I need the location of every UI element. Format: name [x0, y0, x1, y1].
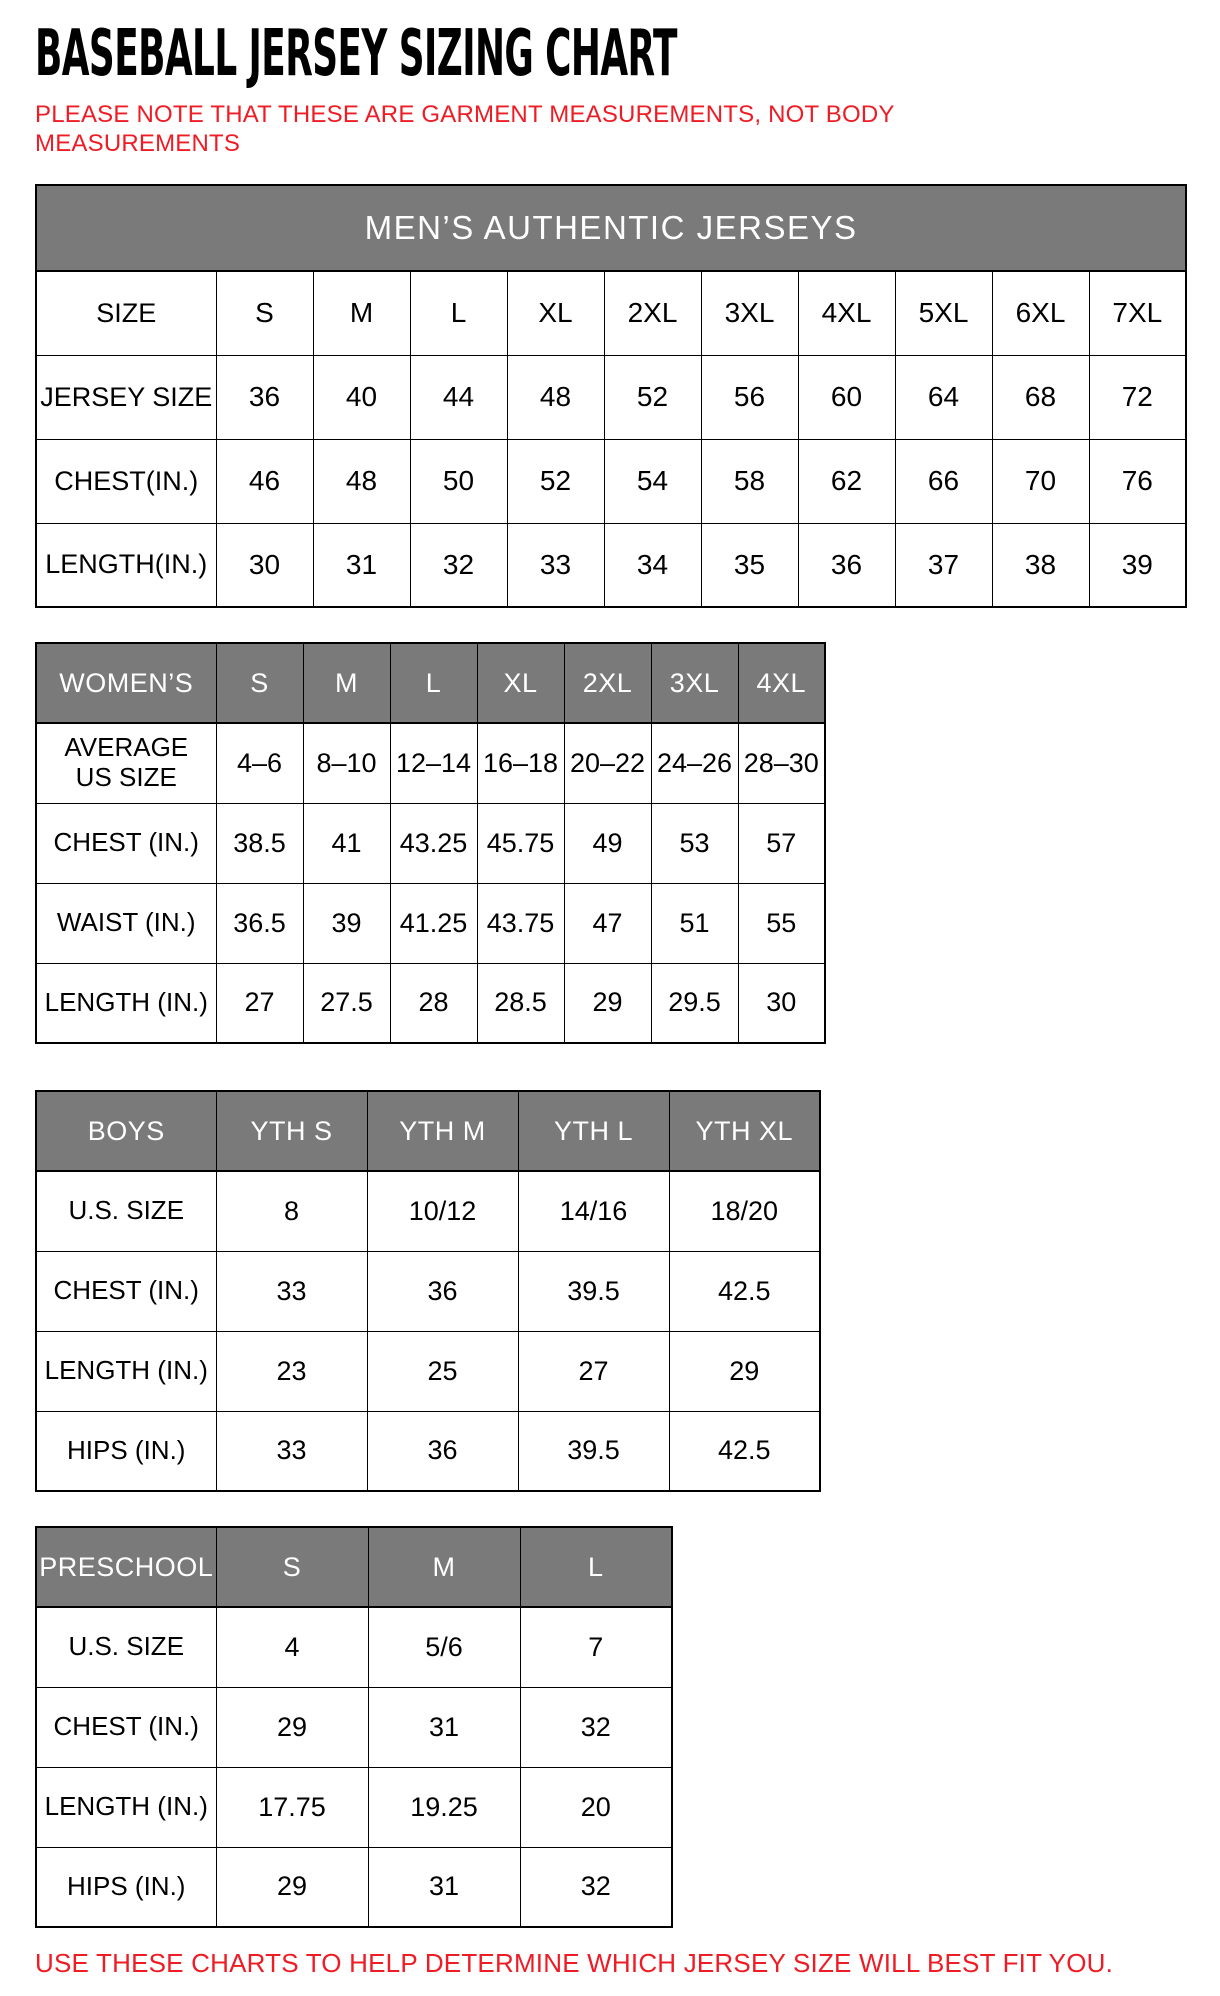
cell: 29 [669, 1331, 820, 1411]
row-label: LENGTH (IN.) [36, 963, 216, 1043]
cell: 12–14 [390, 723, 477, 803]
cell: 47 [564, 883, 651, 963]
column-header: 4XL [738, 643, 825, 723]
cell: 25 [367, 1331, 518, 1411]
cell: 39.5 [518, 1251, 669, 1331]
row-label: LENGTH (IN.) [36, 1331, 216, 1411]
table-row [36, 963, 825, 1043]
cell: 8–10 [303, 723, 390, 803]
cell: 37 [895, 523, 992, 607]
table-row [36, 1251, 820, 1331]
column-header: YTH L [518, 1091, 669, 1171]
cell: 7 [520, 1607, 672, 1687]
cell: 30 [738, 963, 825, 1043]
mens-banner-row [36, 185, 1186, 271]
cell: 27.5 [303, 963, 390, 1043]
cell: 8 [216, 1171, 367, 1251]
cell: 48 [507, 355, 604, 439]
cell: 31 [313, 523, 410, 607]
cell: 18/20 [669, 1171, 820, 1251]
column-header: 6XL [992, 271, 1089, 355]
cell: 49 [564, 803, 651, 883]
cell: 52 [604, 355, 701, 439]
cell: 68 [992, 355, 1089, 439]
mens-table-title: MEN’S AUTHENTIC JERSEYS [36, 185, 1186, 271]
table-row [36, 439, 1186, 523]
column-header: S [216, 643, 303, 723]
mens-sizing-table [35, 184, 1187, 608]
column-header: 2XL [604, 271, 701, 355]
cell: 19.25 [368, 1767, 520, 1847]
cell: 36.5 [216, 883, 303, 963]
cell: 42.5 [669, 1411, 820, 1491]
table-row [36, 1847, 672, 1927]
cell: 41.25 [390, 883, 477, 963]
column-header: 4XL [798, 271, 895, 355]
cell: 39 [303, 883, 390, 963]
preschool-header-row [36, 1527, 672, 1607]
cell: 4–6 [216, 723, 303, 803]
row-label: LENGTH (IN.) [36, 1767, 216, 1847]
table-row [36, 355, 1186, 439]
row-label: JERSEY SIZE [36, 355, 216, 439]
column-header: S [216, 271, 313, 355]
cell: 17.75 [216, 1767, 368, 1847]
table-title: BOYS [36, 1091, 216, 1171]
cell: 27 [518, 1331, 669, 1411]
cell: 54 [604, 439, 701, 523]
cell: 40 [313, 355, 410, 439]
cell: 36 [367, 1411, 518, 1491]
cell: 72 [1089, 355, 1186, 439]
row-label: CHEST(IN.) [36, 439, 216, 523]
table-row [36, 523, 1186, 607]
table-row [36, 723, 825, 803]
column-header: L [410, 271, 507, 355]
cell: 62 [798, 439, 895, 523]
cell: 38 [992, 523, 1089, 607]
cell: 4 [216, 1607, 368, 1687]
cell: 32 [520, 1847, 672, 1927]
table-row [36, 1607, 672, 1687]
boys-header-row [36, 1091, 820, 1171]
column-header: M [368, 1527, 520, 1607]
womens-sizing-table [35, 642, 826, 1044]
cell: 44 [410, 355, 507, 439]
cell: 52 [507, 439, 604, 523]
row-label: U.S. SIZE [36, 1607, 216, 1687]
table-row [36, 883, 825, 963]
cell: 29.5 [651, 963, 738, 1043]
table-row [36, 1411, 820, 1491]
column-header: 5XL [895, 271, 992, 355]
cell: 29 [564, 963, 651, 1043]
cell: 30 [216, 523, 313, 607]
cell: 64 [895, 355, 992, 439]
mens-size-header-row [36, 271, 1186, 355]
cell: 33 [507, 523, 604, 607]
fit-advice-footer: USE THESE CHARTS TO HELP DETERMINE WHICH JERSEY SIZE WILL BEST FIT YOU. [35, 1948, 1114, 1979]
row-label: CHEST (IN.) [36, 803, 216, 883]
cell: 50 [410, 439, 507, 523]
cell: 29 [216, 1687, 368, 1767]
cell: 14/16 [518, 1171, 669, 1251]
table-row [36, 1331, 820, 1411]
column-header: XL [507, 271, 604, 355]
cell: 38.5 [216, 803, 303, 883]
preschool-sizing-table [35, 1526, 673, 1928]
column-header: 3XL [701, 271, 798, 355]
cell: 45.75 [477, 803, 564, 883]
cell: 33 [216, 1251, 367, 1331]
cell: 28 [390, 963, 477, 1043]
column-header: L [520, 1527, 672, 1607]
cell: 46 [216, 439, 313, 523]
row-label: LENGTH(IN.) [36, 523, 216, 607]
garment-measurement-note: PLEASE NOTE THAT THESE ARE GARMENT MEASUREMENTS, NOT BODY MEASUREMENTS [35, 101, 895, 158]
cell: 16–18 [477, 723, 564, 803]
cell: 43.25 [390, 803, 477, 883]
column-header: L [390, 643, 477, 723]
table-row [36, 803, 825, 883]
table-row [36, 1171, 820, 1251]
cell: 43.75 [477, 883, 564, 963]
row-label: WAIST (IN.) [36, 883, 216, 963]
cell: 60 [798, 355, 895, 439]
cell: 41 [303, 803, 390, 883]
cell: 39 [1089, 523, 1186, 607]
cell: 23 [216, 1331, 367, 1411]
row-label: AVERAGE US SIZE [36, 723, 216, 803]
cell: 32 [410, 523, 507, 607]
table-title: PRESCHOOL [36, 1527, 216, 1607]
cell: 36 [216, 355, 313, 439]
column-header: M [303, 643, 390, 723]
cell: 29 [216, 1847, 368, 1927]
column-header: YTH S [216, 1091, 367, 1171]
row-label: HIPS (IN.) [36, 1847, 216, 1927]
row-label: HIPS (IN.) [36, 1411, 216, 1491]
cell: 33 [216, 1411, 367, 1491]
cell: 36 [367, 1251, 518, 1331]
cell: 56 [701, 355, 798, 439]
cell: 20 [520, 1767, 672, 1847]
cell: 76 [1089, 439, 1186, 523]
cell: 53 [651, 803, 738, 883]
column-header: XL [477, 643, 564, 723]
cell: 66 [895, 439, 992, 523]
row-label: U.S. SIZE [36, 1171, 216, 1251]
cell: 57 [738, 803, 825, 883]
boys-sizing-table [35, 1090, 821, 1492]
page-title: BASEBALL JERSEY SIZING CHART [35, 17, 677, 91]
cell: 35 [701, 523, 798, 607]
column-header: 3XL [651, 643, 738, 723]
table-title: WOMEN’S [36, 643, 216, 723]
table-row [36, 1687, 672, 1767]
cell: 31 [368, 1847, 520, 1927]
cell: 51 [651, 883, 738, 963]
column-header: YTH XL [669, 1091, 820, 1171]
cell: 42.5 [669, 1251, 820, 1331]
cell: 55 [738, 883, 825, 963]
row-label: CHEST (IN.) [36, 1687, 216, 1767]
cell: 28–30 [738, 723, 825, 803]
cell: 31 [368, 1687, 520, 1767]
cell: 48 [313, 439, 410, 523]
cell: 10/12 [367, 1171, 518, 1251]
cell: 70 [992, 439, 1089, 523]
row-label: SIZE [36, 271, 216, 355]
cell: 32 [520, 1687, 672, 1767]
cell: 28.5 [477, 963, 564, 1043]
cell: 5/6 [368, 1607, 520, 1687]
cell: 27 [216, 963, 303, 1043]
cell: 24–26 [651, 723, 738, 803]
cell: 39.5 [518, 1411, 669, 1491]
column-header: YTH M [367, 1091, 518, 1171]
row-label: CHEST (IN.) [36, 1251, 216, 1331]
column-header: 7XL [1089, 271, 1186, 355]
womens-header-row [36, 643, 825, 723]
column-header: S [216, 1527, 368, 1607]
column-header: M [313, 271, 410, 355]
cell: 20–22 [564, 723, 651, 803]
cell: 58 [701, 439, 798, 523]
sizing-chart-page [0, 17, 1220, 1979]
cell: 34 [604, 523, 701, 607]
column-header: 2XL [564, 643, 651, 723]
table-row [36, 1767, 672, 1847]
cell: 36 [798, 523, 895, 607]
